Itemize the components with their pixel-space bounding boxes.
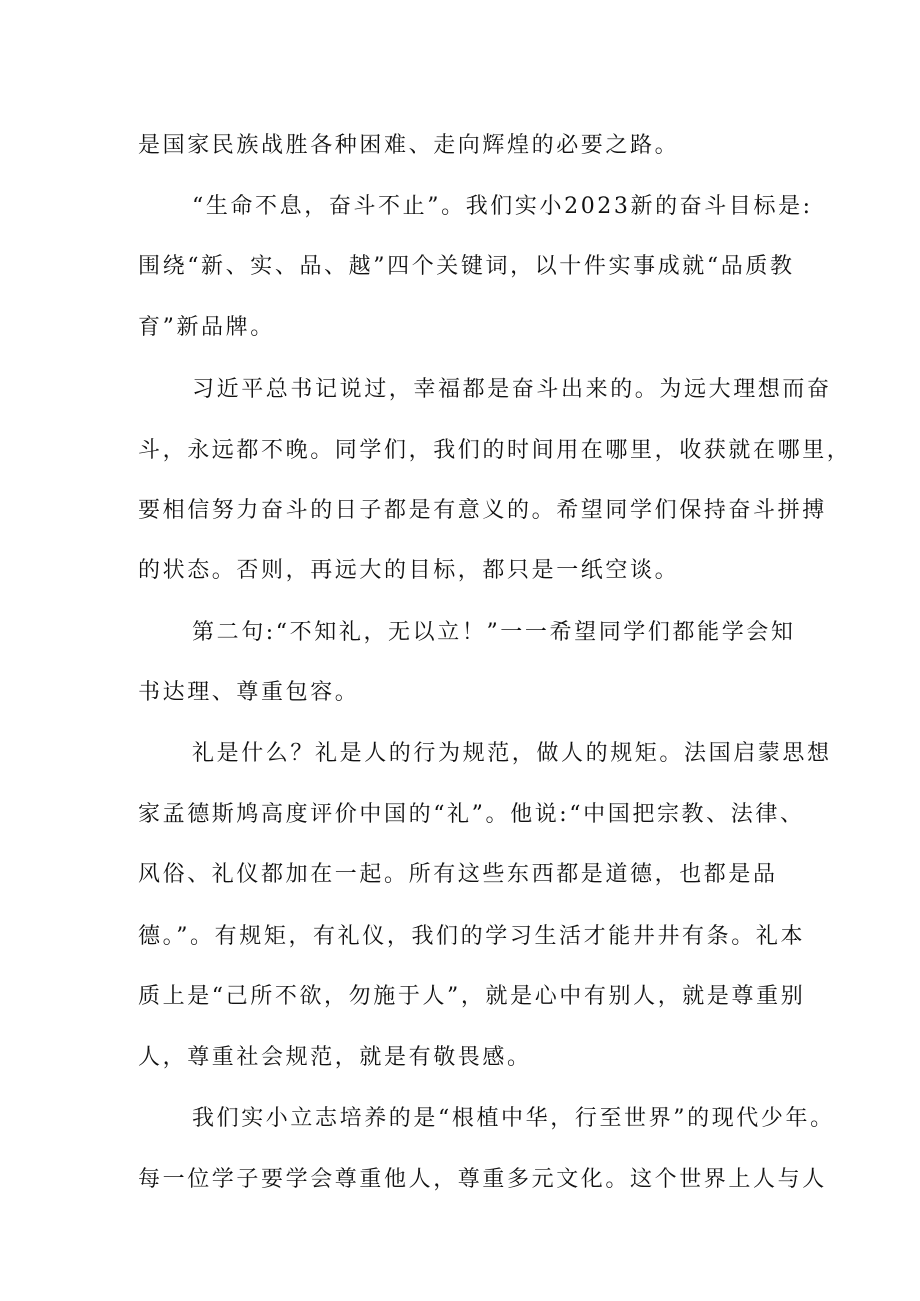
paragraph-line: 书达理、尊重包容。 [138, 680, 360, 705]
paragraph-line: 是国家民族战胜各种困难、走向辉煌的必要之路。 [138, 133, 680, 158]
paragraph-line: 习近平总书记说过，幸福都是奋斗出来的。为远大理想而奋 [192, 377, 832, 402]
paragraph-line: 质上是“己所不欲，勿施于人”，就是心中有别人，就是尊重别 [138, 984, 806, 1009]
paragraph-line: 风俗、礼仪都加在一起。所有这些东西都是道德，也都是品 [138, 862, 778, 887]
paragraph-line: 每一位学子要学会尊重他人，尊重多元文化。这个世界上人与人 [138, 1167, 827, 1192]
paragraph-line: “生命不息，奋斗不止”。我们实小2023新的奋斗目标是: [192, 194, 813, 219]
paragraph-line: 家孟德斯鸠高度评价中国的“礼”。他说:“中国把宗教、法律、 [138, 802, 805, 827]
paragraph-line: 第二句:“不知礼，无以立！”一一希望同学们都能学会知 [192, 620, 796, 645]
paragraph-line: 德。”。有规矩，有礼仪，我们的学习生活才能井井有条。礼本 [138, 924, 806, 949]
paragraph-line: 礼是什么？礼是人的行为规范，做人的规矩。法国启蒙思想 [192, 741, 832, 766]
paragraph-line: 围绕“新、实、品、越”四个关键词，以十件实事成就“品质教 [138, 254, 795, 279]
paragraph-line: 要相信努力奋斗的日子都是有意义的。希望同学们保持奋斗拼搏 [138, 498, 827, 523]
paragraph-line: 人，尊重社会规范，就是有敬畏感。 [138, 1045, 532, 1070]
paragraph-line: 育”新品牌。 [138, 315, 275, 340]
paragraph-line: 斗，永远都不晚。同学们，我们的时间用在哪里，收获就在哪里， [138, 438, 852, 463]
paragraph-line: 的状态。否则，再远大的目标，都只是一纸空谈。 [138, 558, 680, 583]
paragraph-line: 我们实小立志培养的是“根植中华，行至世界”的现代少年。 [192, 1106, 835, 1131]
